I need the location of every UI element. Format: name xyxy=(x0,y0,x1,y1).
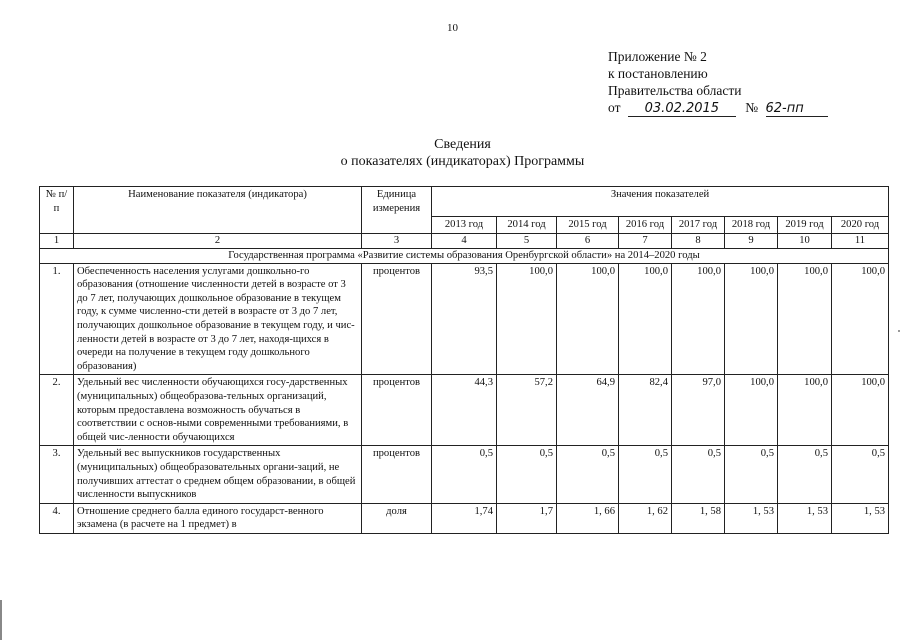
year-cell: 2020 год xyxy=(832,217,889,234)
table-row xyxy=(40,263,889,375)
year-cell: 2013 год xyxy=(432,217,497,234)
table-row xyxy=(40,375,889,446)
row-num: 1. xyxy=(40,263,74,375)
col-number: 3 xyxy=(362,233,432,248)
row-value: 100,0 xyxy=(672,263,725,375)
row-value: 100,0 xyxy=(725,263,778,375)
col-number: 4 xyxy=(432,233,497,248)
row-value: 0,5 xyxy=(557,446,619,503)
row-value: 100,0 xyxy=(832,263,889,375)
year-cell: 2018 год xyxy=(725,217,778,234)
appendix-line-2: к постановлению xyxy=(608,66,708,81)
row-value: 0,5 xyxy=(497,446,557,503)
row-unit: процентов xyxy=(362,263,432,375)
date-prefix: от xyxy=(608,100,621,115)
row-value: 100,0 xyxy=(778,263,832,375)
row-value: 1, 58 xyxy=(672,503,725,533)
year-cell: 2019 год xyxy=(778,217,832,234)
year-cell: 2017 год xyxy=(672,217,725,234)
row-value: 82,4 xyxy=(619,375,672,446)
header-name: Наименование показателя (индикатора) xyxy=(74,187,362,234)
row-value: 93,5 xyxy=(432,263,497,375)
document-title xyxy=(0,136,905,170)
row-unit: процентов xyxy=(362,446,432,503)
year-cell: 2014 год xyxy=(497,217,557,234)
indicators-table xyxy=(39,186,889,534)
header-row xyxy=(40,187,889,217)
row-value: 1,7 xyxy=(497,503,557,533)
page-number: 10 xyxy=(447,22,458,34)
row-num: 2. xyxy=(40,375,74,446)
row-value: 0,5 xyxy=(725,446,778,503)
header-values: Значения показателей xyxy=(432,187,889,217)
row-unit: процентов xyxy=(362,375,432,446)
col-number: 5 xyxy=(497,233,557,248)
row-value: 100,0 xyxy=(832,375,889,446)
appendix-line-3: Правительства области xyxy=(608,83,742,98)
col-number: 2 xyxy=(74,233,362,248)
row-value: 100,0 xyxy=(557,263,619,375)
appendix-line-1: Приложение № 2 xyxy=(608,49,707,64)
row-name: Отношение среднего балла единого государст-венного экзамена (в расчете на 1 предмет) в xyxy=(74,503,362,533)
handwritten-date: 03.02.2015 xyxy=(628,102,736,117)
number-prefix: № xyxy=(745,100,759,115)
row-value: 1, 53 xyxy=(778,503,832,533)
appendix-block xyxy=(608,48,828,117)
col-number: 10 xyxy=(778,233,832,248)
title-line-1: Сведения xyxy=(434,137,491,152)
row-value: 1, 53 xyxy=(725,503,778,533)
section-title: Государственная программа «Развитие системы образования Оренбургской области» на 2014–2020 годы xyxy=(40,248,889,263)
row-value: 97,0 xyxy=(672,375,725,446)
row-value: 1, 66 xyxy=(557,503,619,533)
row-name: Удельный вес выпускников государственных (муниципальных) общеобразовательных органи-заций, не получивших аттестат о среднем общем образовании, в общей численности выпускников xyxy=(74,446,362,503)
row-value: 57,2 xyxy=(497,375,557,446)
row-value: 100,0 xyxy=(619,263,672,375)
table-row xyxy=(40,503,889,533)
row-name: Удельный вес численности обучающихся госу-дарственных (муниципальных) общеобразова-тельных организаций, которым предоставлена возможность обучаться в соответствии с основ-ными современными требованиями, в общей чис-ленности обучающихся xyxy=(74,375,362,446)
section-row xyxy=(40,248,889,263)
header-num: № п/п xyxy=(40,187,74,234)
row-value: 0,5 xyxy=(619,446,672,503)
row-value: 64,9 xyxy=(557,375,619,446)
col-number: 9 xyxy=(725,233,778,248)
row-value: 100,0 xyxy=(497,263,557,375)
row-num: 4. xyxy=(40,503,74,533)
header-unit: Единица измерения xyxy=(362,187,432,234)
row-value: 44,3 xyxy=(432,375,497,446)
row-value: 1, 62 xyxy=(619,503,672,533)
col-number: 7 xyxy=(619,233,672,248)
year-cell: 2015 год xyxy=(557,217,619,234)
col-number: 11 xyxy=(832,233,889,248)
scan-edge-mark xyxy=(0,600,2,640)
col-number: 8 xyxy=(672,233,725,248)
appendix-date-line xyxy=(608,99,828,117)
title-line-2: о показателях (индикаторах) Программы xyxy=(340,154,585,169)
row-unit: доля xyxy=(362,503,432,533)
row-value: 0,5 xyxy=(832,446,889,503)
row-value: 100,0 xyxy=(725,375,778,446)
col-number: 1 xyxy=(40,233,74,248)
col-number: 6 xyxy=(557,233,619,248)
year-cell: 2016 год xyxy=(619,217,672,234)
column-numbers-row xyxy=(40,233,889,248)
row-value: 0,5 xyxy=(778,446,832,503)
row-value: 100,0 xyxy=(778,375,832,446)
row-value: 1, 53 xyxy=(832,503,889,533)
table-row xyxy=(40,446,889,503)
row-name: Обеспеченность населения услугами дошкольно-го образования (отношение численности детей в возрасте от 3 до 7 лет, получающих дошкольное образование в текущем году, к сумме численно-сти детей в возрасте от 3 до 7 лет, получающих дошкольное образование в текущем году, и чис-ленности детей в возрасте от 3 до 7 лет, находя-щихся в очереди на получение в текущем году дошкольного образования) xyxy=(74,263,362,375)
row-value: 1,74 xyxy=(432,503,497,533)
row-value: 0,5 xyxy=(672,446,725,503)
row-value: 0,5 xyxy=(432,446,497,503)
handwritten-number: 62-пп xyxy=(766,102,828,117)
row-num: 3. xyxy=(40,446,74,503)
scan-speck xyxy=(898,330,900,332)
